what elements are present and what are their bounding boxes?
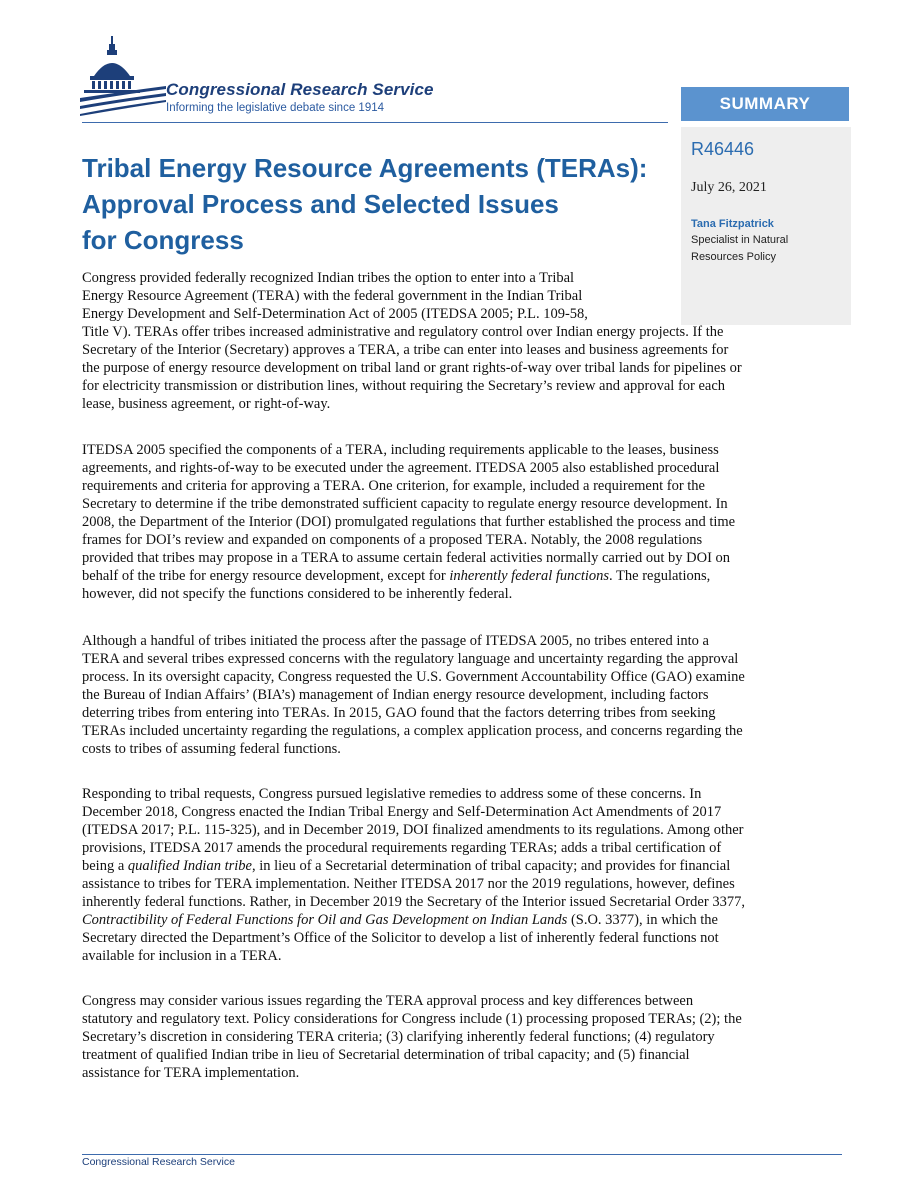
text-line: (ITEDSA 2017; P.L. 115-325), and in December 2019, DOI finalized amendments to its regulations. Among other bbox=[82, 822, 744, 838]
text-line: assistance to tribes for TERA implementation. Neither ITEDSA 2017 nor the 2019 regulations, however, defines bbox=[82, 876, 735, 892]
text-line: Secretary of the Interior (Secretary) approves a TERA, a tribe can enter into leases and business agreements for bbox=[82, 342, 729, 358]
text-line: Congress may consider various issues regarding the TERA approval process and key differences between bbox=[82, 993, 694, 1009]
text-line: Energy Resource Agreement (TERA) with the federal government in the Indian Tribal bbox=[82, 288, 583, 304]
text-line: December 2018, Congress enacted the Indian Tribal Energy and Self-Determination Act Amendments of 2017 bbox=[82, 804, 722, 820]
text-line: the Bureau of Indian Affairs’ (BIA’s) management of Indian energy resource development, including factors bbox=[82, 687, 709, 703]
text-span: behalf of the tribe for energy resource development, except for bbox=[82, 568, 450, 584]
org-name: Congressional Research Service bbox=[166, 80, 434, 99]
summary-paragraph-4 bbox=[82, 785, 842, 965]
text-line: Congress provided federally recognized Indian tribes the option to enter into a Tribal bbox=[82, 270, 575, 286]
text-line: agreements, and rights-of-way to be executed under the agreement. ITEDSA 2005 also established procedural bbox=[82, 460, 720, 476]
text-line: deterring tribes from entering into TERAs. In 2015, GAO found that the factors deterring tribes from seeking bbox=[82, 705, 716, 721]
author-title: Resources Policy bbox=[691, 251, 776, 263]
summary-paragraph-3 bbox=[82, 632, 842, 758]
text-line: Responding to tribal requests, Congress pursued legislative remedies to address some of these concerns. In bbox=[82, 786, 702, 802]
report-number: R46446 bbox=[691, 139, 755, 159]
title-line: Approval Process and Selected Issues bbox=[82, 189, 559, 219]
org-tagline: Informing the legislative debate since 1914 bbox=[166, 102, 385, 114]
text-line bbox=[82, 567, 842, 585]
text-line: Secretary directed the Department’s Office of the Solicitor to develop a list of inherently federal functions not bbox=[82, 930, 719, 946]
text-line: Title V). TERAs offer tribes increased administrative and regulatory control over Indian energy projects. If the bbox=[82, 324, 724, 340]
text-line: TERA and several tribes expressed concerns with the regulatory language and uncertainty regarding the approval bbox=[82, 651, 739, 667]
header-divider bbox=[82, 122, 668, 123]
report-date: July 26, 2021 bbox=[691, 180, 767, 195]
text-line: frames for DOI’s review and expanded on components of a proposed TERA. Notably, the 2008 regulations bbox=[82, 532, 703, 548]
text-line: lease, business agreement, or right-of-way. bbox=[82, 396, 331, 412]
footer-text: Congressional Research Service bbox=[82, 1156, 235, 1168]
title-line: Tribal Energy Resource Agreements (TERAs): bbox=[82, 153, 648, 183]
summary-paragraph-1 bbox=[82, 269, 842, 413]
text-line: ITEDSA 2005 specified the components of a TERA, including requirements applicable to the leases, business bbox=[82, 442, 719, 458]
text-line: provided that tribes may propose in a TERA to assume certain federal activities normally carried out by DOI on bbox=[82, 550, 731, 566]
text-line: Secretary to determine if the tribe demonstrated sufficient capacity to regulate energy resource development. In bbox=[82, 496, 728, 512]
crs-logo bbox=[80, 36, 470, 126]
summary-paragraph-5 bbox=[82, 992, 842, 1082]
document-title bbox=[82, 150, 662, 258]
emphasis-text: qualified Indian tribe bbox=[127, 858, 252, 874]
text-line: provisions, ITEDSA 2017 amends the procedural requirements regarding TERAs; adds a tribal certification of bbox=[82, 840, 722, 856]
text-line: Secretary’s discretion in considering TERA criteria; (3) clarifying inherently federal functions; (4) regulatory bbox=[82, 1029, 715, 1045]
emphasis-text: inherently federal functions bbox=[449, 568, 610, 584]
emphasis-text: Contractibility of Federal Functions for Oil and Gas Development on Indian Lands bbox=[82, 912, 568, 928]
text-line: for electricity transmission or distribution lines, without requiring the Secretary’s review and approval for each bbox=[82, 378, 726, 394]
text-span: , in lieu of a Secretarial determination of tribal capacity; and provides for financial bbox=[251, 858, 731, 874]
text-line: available for inclusion in a TERA. bbox=[82, 948, 282, 964]
text-line: treatment of qualified Indian tribe in lieu of Secretarial determination of tribal capacity; and (5) financial bbox=[82, 1047, 690, 1063]
text-line: inherently federal functions. Rather, in December 2019 the Secretary of the Interior issued Secretarial Order 3377, bbox=[82, 894, 745, 910]
title-line: for Congress bbox=[82, 225, 244, 255]
text-line: assistance for TERA implementation. bbox=[82, 1065, 300, 1081]
text-line: 2008, the Department of the Interior (DOI) promulgated regulations that further established the process and time bbox=[82, 514, 736, 530]
text-line: TERAs included uncertainty regarding the regulations, a complex application process, and concerns regarding the bbox=[82, 723, 743, 739]
text-line: Energy Development and Self-Determination Act of 2005 (ITEDSA 2005; P.L. 109-58, bbox=[82, 306, 588, 322]
text-line: costs to tribes of assuming federal functions. bbox=[82, 741, 341, 757]
text-span: (S.O. 3377), in which the bbox=[567, 912, 718, 928]
capitol-dome-icon bbox=[80, 36, 170, 122]
author-title: Specialist in Natural bbox=[691, 234, 789, 246]
summary-paragraph-2 bbox=[82, 441, 842, 603]
text-line: however, did not specify the functions considered to be inherently federal. bbox=[82, 586, 513, 602]
text-line bbox=[82, 857, 842, 875]
summary-label: SUMMARY bbox=[681, 87, 849, 121]
text-span: . The regulations, bbox=[609, 568, 711, 584]
text-line bbox=[82, 911, 842, 929]
footer-divider bbox=[82, 1154, 842, 1155]
text-span: being a bbox=[82, 858, 128, 874]
text-line: process. In its oversight capacity, Congress requested the U.S. Government Accountability Office (GAO) examine bbox=[82, 669, 745, 685]
text-line: requirements and criteria for approving a TERA. One criterion, for example, included a requirement for the bbox=[82, 478, 705, 494]
text-line: Although a handful of tribes initiated the process after the passage of ITEDSA 2005, no tribes entered into a bbox=[82, 633, 709, 649]
author-name: Tana Fitzpatrick bbox=[691, 218, 774, 230]
text-line: statutory and regulatory text. Policy considerations for Congress include (1) processing proposed TERAs; (2); the bbox=[82, 1011, 742, 1027]
text-line: the purpose of energy resource development on tribal land or grant rights-of-way over tribal lands for pipelines or bbox=[82, 360, 742, 376]
